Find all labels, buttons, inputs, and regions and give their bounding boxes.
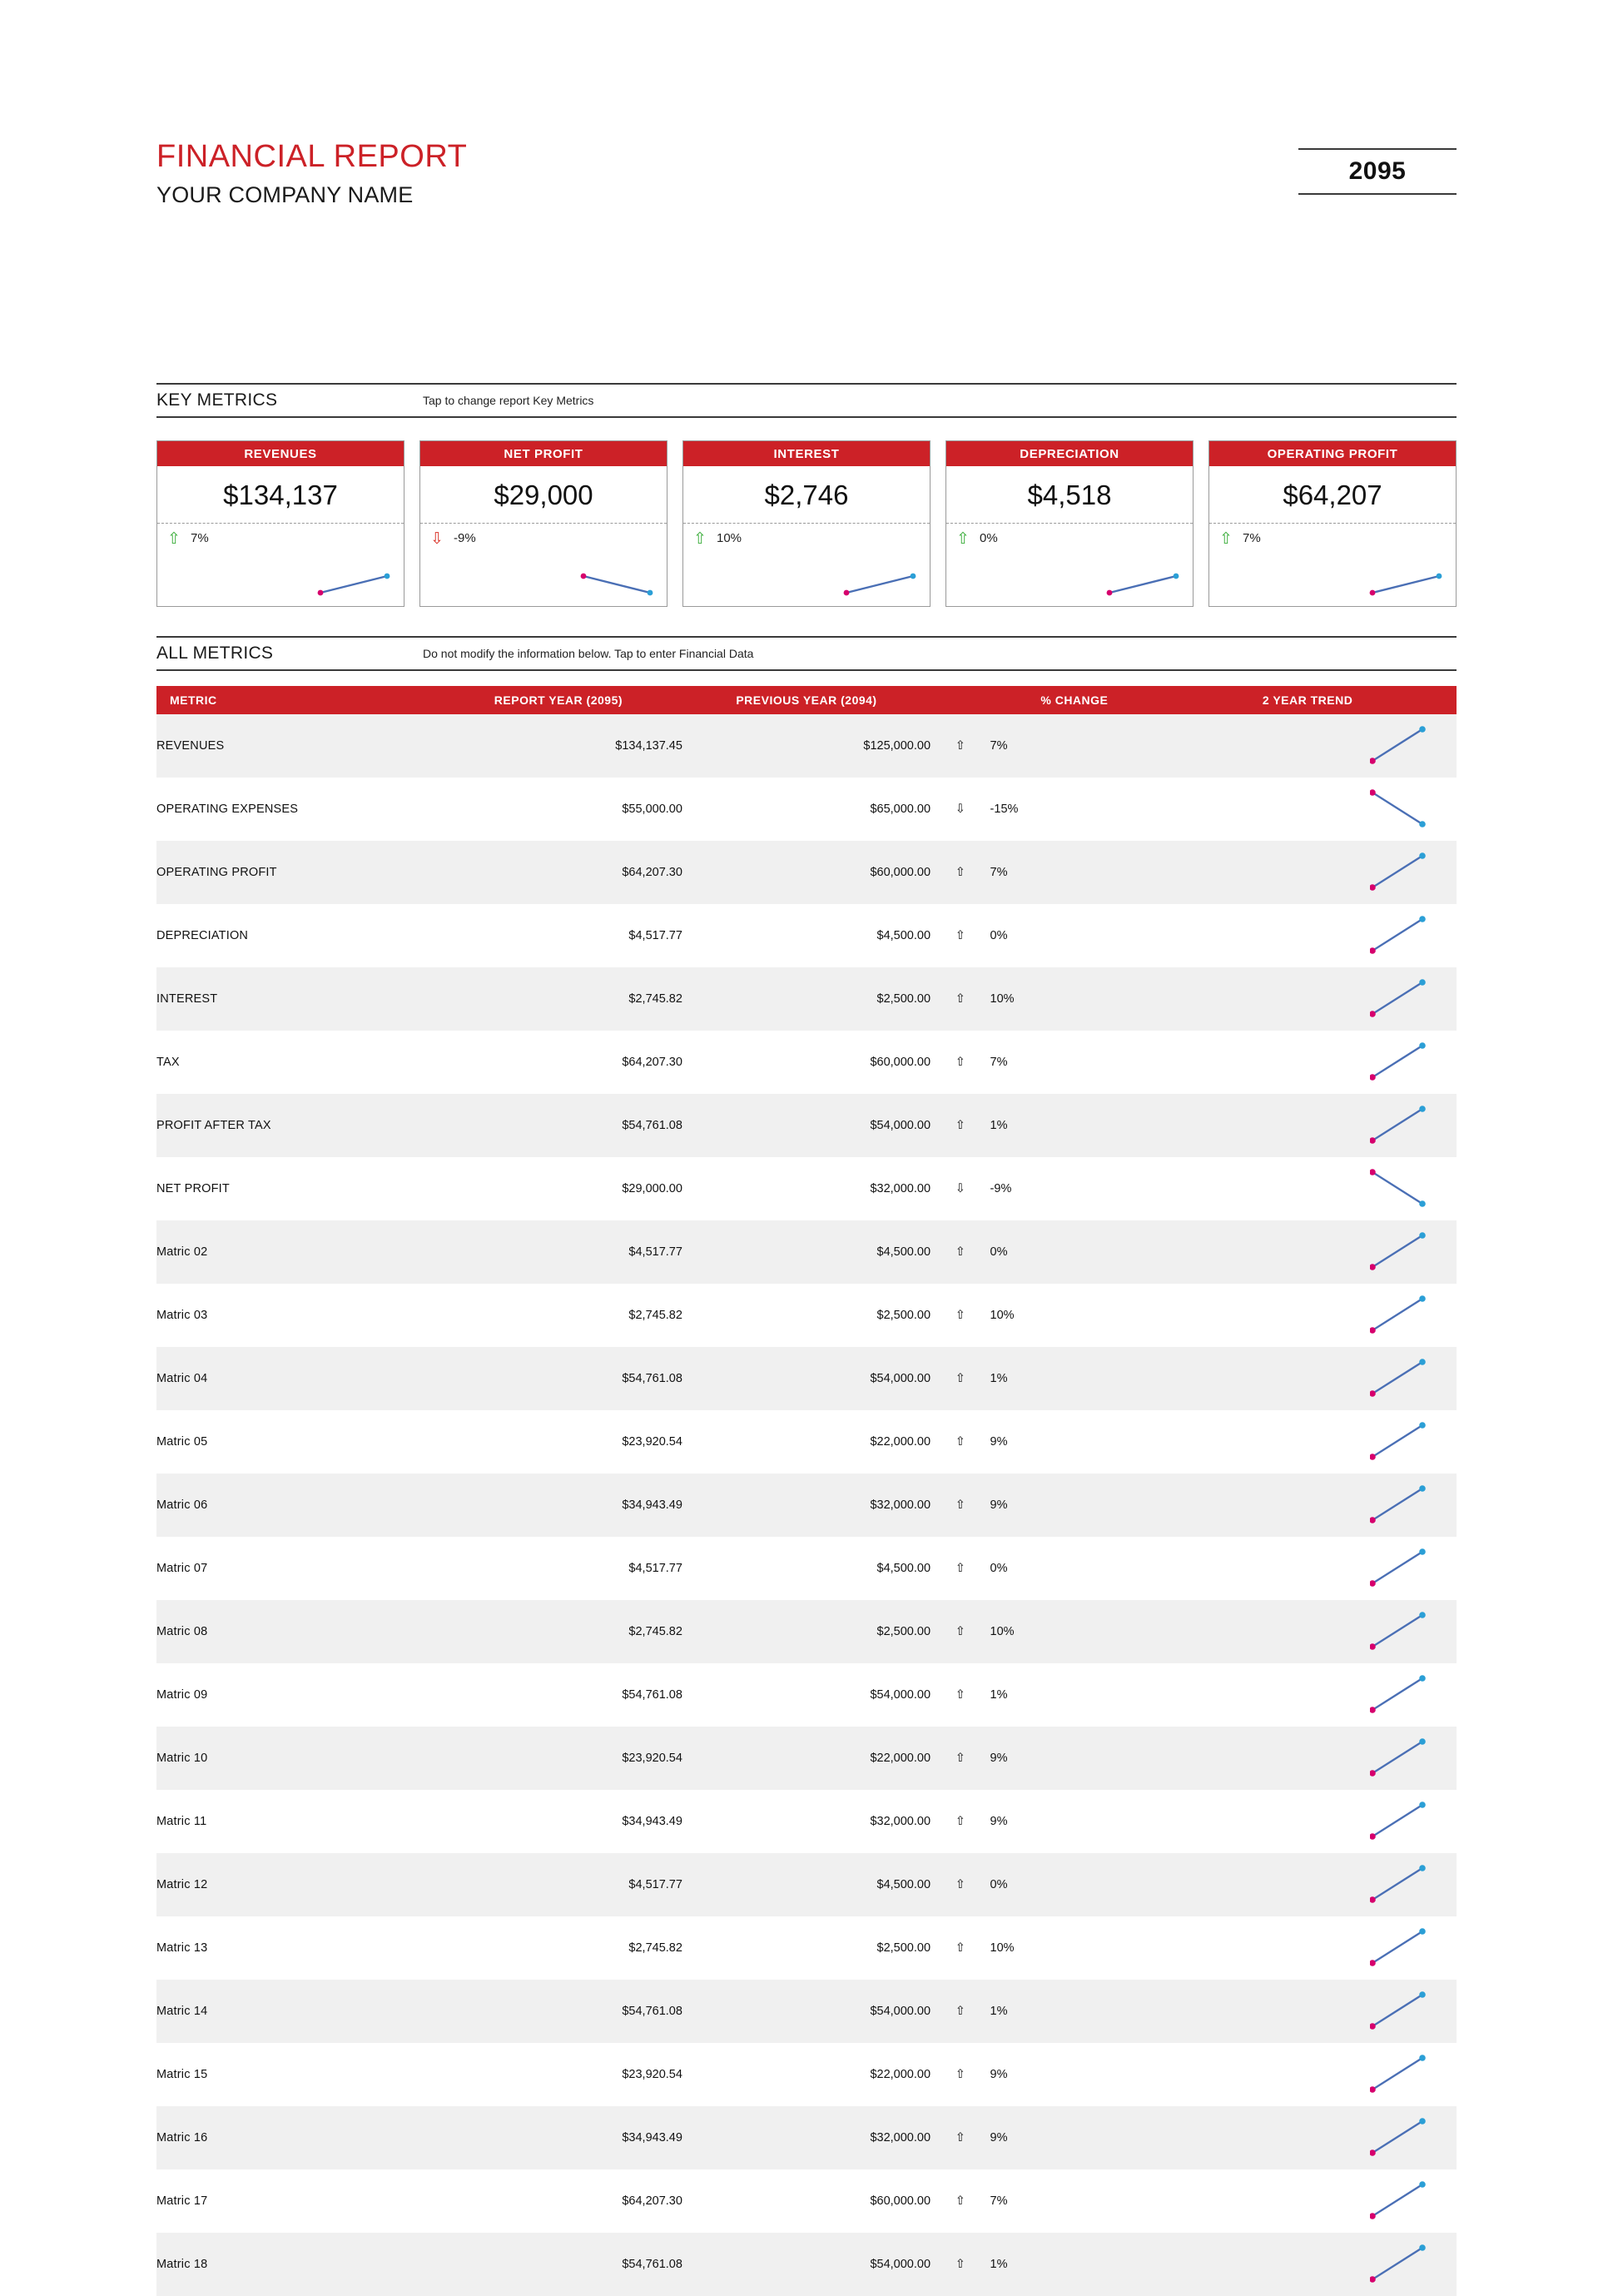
report-year-box[interactable] — [1298, 148, 1457, 195]
cell-previous-year[interactable]: $22,000.00 — [682, 1410, 931, 1474]
cell-metric-name: Matric 05 — [156, 1410, 434, 1474]
cell-report-year[interactable]: $34,943.49 — [434, 2106, 682, 2169]
cell-percent-change: 1% — [990, 1663, 1159, 1727]
cell-metric-name: NET PROFIT — [156, 1157, 434, 1220]
arrow-up-icon: ⇧ — [931, 967, 990, 1031]
cell-report-year[interactable]: $2,745.82 — [434, 1916, 682, 1980]
table-row[interactable] — [156, 1031, 1457, 1094]
cell-trend — [1159, 1031, 1457, 1094]
sparkline-icon — [1370, 1610, 1428, 1653]
cell-trend — [1159, 841, 1457, 904]
sparkline-icon — [580, 571, 657, 599]
sparkline-icon — [1370, 1800, 1428, 1843]
table-row[interactable] — [156, 904, 1457, 967]
cell-previous-year[interactable]: $60,000.00 — [682, 2169, 931, 2233]
table-row[interactable] — [156, 714, 1457, 778]
table-header-cell: 2 YEAR TREND — [1159, 686, 1457, 714]
cell-percent-change: 7% — [990, 841, 1159, 904]
kpi-footer — [1209, 524, 1456, 606]
arrow-up-icon: ⇧ — [931, 1031, 990, 1094]
sparkline-icon — [1370, 1926, 1428, 1970]
arrow-up-icon: ⇧ — [931, 1790, 990, 1853]
cell-previous-year[interactable]: $22,000.00 — [682, 1727, 931, 1790]
sparkline-icon — [1370, 724, 1428, 768]
cell-previous-year[interactable]: $4,500.00 — [682, 1220, 931, 1284]
arrow-up-icon: ⇧ — [931, 1474, 990, 1537]
cell-previous-year[interactable]: $4,500.00 — [682, 904, 931, 967]
cell-report-year[interactable]: $4,517.77 — [434, 1853, 682, 1916]
kpi-change-value: -9% — [454, 530, 476, 545]
cell-trend — [1159, 1980, 1457, 2043]
table-row[interactable] — [156, 841, 1457, 904]
sparkline-icon — [1370, 2179, 1428, 2223]
cell-report-year[interactable]: $64,207.30 — [434, 2169, 682, 2233]
cell-percent-change: 0% — [990, 904, 1159, 967]
sparkline-icon — [1370, 2243, 1428, 2286]
cell-metric-name: OPERATING PROFIT — [156, 841, 434, 904]
arrow-up-icon: ⇧ — [931, 1600, 990, 1663]
sparkline-icon — [1370, 788, 1428, 831]
cell-percent-change: 9% — [990, 2106, 1159, 2169]
sparkline-icon — [843, 571, 920, 599]
table-row[interactable] — [156, 1980, 1457, 2043]
cell-trend — [1159, 1410, 1457, 1474]
cell-previous-year[interactable]: $22,000.00 — [682, 2043, 931, 2106]
cell-metric-name: PROFIT AFTER TAX — [156, 1094, 434, 1157]
cell-trend — [1159, 1284, 1457, 1347]
kpi-value: $2,746 — [683, 466, 930, 524]
sparkline-icon — [1370, 1547, 1428, 1590]
arrow-up-icon: ⇧ — [956, 529, 970, 548]
arrow-up-icon: ⇧ — [931, 1537, 990, 1600]
kpi-sparkline — [843, 571, 920, 599]
cell-previous-year[interactable]: $54,000.00 — [682, 2233, 931, 2296]
cell-trend — [1159, 2169, 1457, 2233]
cell-report-year[interactable]: $23,920.54 — [434, 2043, 682, 2106]
cell-metric-name: Matric 08 — [156, 1600, 434, 1663]
cell-percent-change: 1% — [990, 1347, 1159, 1410]
cell-percent-change: 7% — [990, 1031, 1159, 1094]
cell-trend — [1159, 1474, 1457, 1537]
metrics-table-wrap — [156, 686, 1457, 2296]
cell-trend — [1159, 714, 1457, 778]
arrow-up-icon: ⇧ — [931, 841, 990, 904]
report-header — [0, 140, 1598, 208]
cell-metric-name: Matric 02 — [156, 1220, 434, 1284]
table-row[interactable] — [156, 1537, 1457, 1600]
cell-metric-name: Matric 13 — [156, 1916, 434, 1980]
kpi-value: $29,000 — [420, 466, 667, 524]
table-row[interactable] — [156, 1347, 1457, 1410]
table-row[interactable] — [156, 1600, 1457, 1663]
all-metrics-heading-row — [156, 636, 1457, 671]
cell-percent-change: 10% — [990, 967, 1159, 1031]
cell-trend — [1159, 1916, 1457, 1980]
arrow-down-icon: ⇩ — [430, 529, 444, 548]
cell-trend — [1159, 2106, 1457, 2169]
table-row[interactable] — [156, 2169, 1457, 2233]
table-row[interactable] — [156, 2106, 1457, 2169]
sparkline-icon — [1370, 1420, 1428, 1464]
cell-trend — [1159, 967, 1457, 1031]
cell-trend — [1159, 904, 1457, 967]
cell-percent-change: 7% — [990, 714, 1159, 778]
sparkline-icon — [1370, 977, 1428, 1021]
arrow-down-icon: ⇩ — [931, 1157, 990, 1220]
cell-metric-name: Matric 15 — [156, 2043, 434, 2106]
kpi-change-value: 0% — [980, 530, 998, 545]
table-row[interactable] — [156, 1727, 1457, 1790]
kpi-title: DEPRECIATION — [946, 441, 1193, 466]
kpi-sparkline — [1369, 571, 1446, 599]
sparkline-icon — [1370, 1863, 1428, 1906]
cell-previous-year[interactable]: $65,000.00 — [682, 778, 931, 841]
cell-previous-year[interactable]: $2,500.00 — [682, 1600, 931, 1663]
cell-percent-change: 10% — [990, 1600, 1159, 1663]
cell-metric-name: Matric 10 — [156, 1727, 434, 1790]
table-row[interactable] — [156, 1094, 1457, 1157]
cell-previous-year[interactable]: $4,500.00 — [682, 1537, 931, 1600]
cell-report-year[interactable]: $34,943.49 — [434, 1790, 682, 1853]
sparkline-icon — [1370, 1990, 1428, 2033]
arrow-up-icon: ⇧ — [931, 2043, 990, 2106]
cell-previous-year[interactable]: $32,000.00 — [682, 2106, 931, 2169]
kpi-value: $64,207 — [1209, 466, 1456, 524]
cell-metric-name: DEPRECIATION — [156, 904, 434, 967]
cell-report-year[interactable]: $34,943.49 — [434, 1474, 682, 1537]
cell-report-year[interactable]: $4,517.77 — [434, 904, 682, 967]
key-metrics-section — [156, 383, 1457, 418]
cell-metric-name: REVENUES — [156, 714, 434, 778]
cell-trend — [1159, 1157, 1457, 1220]
arrow-up-icon: ⇧ — [167, 529, 181, 548]
cell-percent-change: 0% — [990, 1853, 1159, 1916]
cell-report-year[interactable]: $55,000.00 — [434, 778, 682, 841]
table-row[interactable] — [156, 1220, 1457, 1284]
cell-report-year[interactable]: $64,207.30 — [434, 1031, 682, 1094]
kpi-change-value: 7% — [191, 530, 209, 545]
cell-metric-name: Matric 06 — [156, 1474, 434, 1537]
table-header-cell: % CHANGE — [990, 686, 1159, 714]
table-row[interactable] — [156, 1916, 1457, 1980]
cell-metric-name: OPERATING EXPENSES — [156, 778, 434, 841]
table-header-cell: METRIC — [156, 686, 434, 714]
cell-report-year[interactable]: $23,920.54 — [434, 1727, 682, 1790]
arrow-up-icon: ⇧ — [931, 1410, 990, 1474]
sparkline-icon — [1370, 2053, 1428, 2096]
arrow-up-icon: ⇧ — [931, 2106, 990, 2169]
sparkline-icon — [1369, 571, 1446, 599]
kpi-value: $4,518 — [946, 466, 1193, 524]
sparkline-icon — [1370, 1737, 1428, 1780]
kpi-card[interactable] — [945, 440, 1194, 607]
cell-metric-name: Matric 18 — [156, 2233, 434, 2296]
arrow-up-icon: ⇧ — [931, 1727, 990, 1790]
cell-metric-name: Matric 14 — [156, 1980, 434, 2043]
document-page — [0, 140, 1598, 2296]
table-row[interactable] — [156, 1474, 1457, 1537]
sparkline-icon — [1370, 1357, 1428, 1400]
kpi-card[interactable] — [682, 440, 931, 607]
sparkline-icon — [1106, 571, 1183, 599]
arrow-up-icon: ⇧ — [1219, 529, 1233, 548]
cell-trend — [1159, 1600, 1457, 1663]
report-year-value: 2095 — [1348, 157, 1407, 185]
sparkline-icon — [1370, 1483, 1428, 1527]
cell-report-year[interactable]: $23,920.54 — [434, 1410, 682, 1474]
table-header-cell — [931, 686, 990, 714]
metrics-table-header — [156, 686, 1457, 714]
cell-percent-change: 9% — [990, 1727, 1159, 1790]
cell-previous-year[interactable]: $4,500.00 — [682, 1853, 931, 1916]
cell-metric-name: Matric 03 — [156, 1284, 434, 1347]
metrics-table-body — [156, 714, 1457, 2296]
arrow-up-icon: ⇧ — [931, 1980, 990, 2043]
cell-report-year[interactable]: $64,207.30 — [434, 841, 682, 904]
cell-percent-change: 9% — [990, 1790, 1159, 1853]
sparkline-icon — [1370, 2116, 1428, 2159]
key-metrics-heading: KEY METRICS — [156, 390, 278, 410]
table-row[interactable] — [156, 1853, 1457, 1916]
cell-metric-name: INTEREST — [156, 967, 434, 1031]
cell-percent-change: 1% — [990, 1980, 1159, 2043]
arrow-up-icon: ⇧ — [931, 904, 990, 967]
title-block — [156, 140, 467, 208]
cell-report-year[interactable]: $4,517.77 — [434, 1537, 682, 1600]
key-metrics-hint: Tap to change report Key Metrics — [423, 393, 594, 407]
cell-percent-change: -9% — [990, 1157, 1159, 1220]
table-row[interactable] — [156, 1157, 1457, 1220]
cell-previous-year[interactable]: $60,000.00 — [682, 1031, 931, 1094]
all-metrics-hint: Do not modify the information below. Tap to enter Financial Data — [423, 646, 754, 660]
cell-report-year[interactable]: $2,745.82 — [434, 967, 682, 1031]
all-metrics-heading: ALL METRICS — [156, 643, 274, 663]
cell-previous-year[interactable]: $54,000.00 — [682, 1980, 931, 2043]
kpi-footer — [946, 524, 1193, 606]
cell-report-year[interactable]: $54,761.08 — [434, 1347, 682, 1410]
key-metrics-heading-row — [156, 383, 1457, 418]
kpi-title: NET PROFIT — [420, 441, 667, 466]
table-row[interactable] — [156, 1663, 1457, 1727]
cell-metric-name: TAX — [156, 1031, 434, 1094]
cell-previous-year[interactable]: $32,000.00 — [682, 1790, 931, 1853]
cell-report-year[interactable]: $134,137.45 — [434, 714, 682, 778]
arrow-up-icon: ⇧ — [931, 714, 990, 778]
sparkline-icon — [1370, 851, 1428, 894]
cell-previous-year[interactable]: $32,000.00 — [682, 1157, 931, 1220]
cell-percent-change: -15% — [990, 778, 1159, 841]
page-title: FINANCIAL REPORT — [156, 139, 468, 174]
kpi-card[interactable] — [156, 440, 404, 607]
cell-metric-name: Matric 04 — [156, 1347, 434, 1410]
arrow-up-icon: ⇧ — [693, 529, 707, 548]
table-row[interactable] — [156, 1284, 1457, 1347]
cell-previous-year[interactable]: $60,000.00 — [682, 841, 931, 904]
table-row[interactable] — [156, 2233, 1457, 2296]
company-name[interactable]: YOUR COMPANY NAME — [156, 181, 414, 207]
cell-trend — [1159, 1790, 1457, 1853]
cell-metric-name: Matric 17 — [156, 2169, 434, 2233]
cell-report-year[interactable]: $29,000.00 — [434, 1157, 682, 1220]
table-header-cell: PREVIOUS YEAR (2094) — [682, 686, 931, 714]
table-row[interactable] — [156, 1790, 1457, 1853]
cell-previous-year[interactable]: $54,000.00 — [682, 1347, 931, 1410]
cell-trend — [1159, 1727, 1457, 1790]
kpi-card-row — [156, 440, 1457, 607]
table-header-row — [156, 686, 1457, 714]
cell-percent-change: 1% — [990, 1094, 1159, 1157]
cell-report-year[interactable]: $54,761.08 — [434, 2233, 682, 2296]
kpi-footer — [683, 524, 930, 606]
sparkline-icon — [1370, 1167, 1428, 1210]
arrow-up-icon: ⇧ — [931, 1094, 990, 1157]
cell-report-year[interactable]: $2,745.82 — [434, 1284, 682, 1347]
arrow-down-icon: ⇩ — [931, 778, 990, 841]
cell-metric-name: Matric 07 — [156, 1537, 434, 1600]
cell-metric-name: Matric 09 — [156, 1663, 434, 1727]
cell-metric-name: Matric 11 — [156, 1790, 434, 1853]
kpi-value: $134,137 — [157, 466, 404, 524]
arrow-up-icon: ⇧ — [931, 1916, 990, 1980]
cell-previous-year[interactable]: $54,000.00 — [682, 1094, 931, 1157]
arrow-up-icon: ⇧ — [931, 1853, 990, 1916]
sparkline-icon — [1370, 914, 1428, 957]
cell-percent-change: 0% — [990, 1537, 1159, 1600]
cell-trend — [1159, 2233, 1457, 2296]
arrow-up-icon: ⇧ — [931, 1284, 990, 1347]
table-row[interactable] — [156, 1410, 1457, 1474]
kpi-card[interactable] — [1208, 440, 1457, 607]
cell-trend — [1159, 1094, 1457, 1157]
cell-percent-change: 9% — [990, 1410, 1159, 1474]
cell-trend — [1159, 1663, 1457, 1727]
cell-trend — [1159, 1347, 1457, 1410]
arrow-up-icon: ⇧ — [931, 2169, 990, 2233]
metrics-table — [156, 686, 1457, 2296]
cell-trend — [1159, 778, 1457, 841]
kpi-sparkline — [580, 571, 657, 599]
cell-trend — [1159, 1537, 1457, 1600]
cell-percent-change: 0% — [990, 1220, 1159, 1284]
kpi-title: OPERATING PROFIT — [1209, 441, 1456, 466]
cell-report-year[interactable]: $4,517.77 — [434, 1220, 682, 1284]
cell-percent-change: 10% — [990, 1284, 1159, 1347]
arrow-up-icon: ⇧ — [931, 2233, 990, 2296]
cell-report-year[interactable]: $54,761.08 — [434, 1980, 682, 2043]
cell-previous-year[interactable]: $2,500.00 — [682, 1284, 931, 1347]
kpi-footer — [420, 524, 667, 606]
cell-trend — [1159, 2043, 1457, 2106]
cell-percent-change: 10% — [990, 1916, 1159, 1980]
cell-previous-year[interactable]: $32,000.00 — [682, 1474, 931, 1537]
all-metrics-section — [156, 636, 1457, 671]
sparkline-icon — [317, 571, 394, 599]
sparkline-icon — [1370, 1230, 1428, 1274]
kpi-sparkline — [317, 571, 394, 599]
kpi-card[interactable] — [419, 440, 667, 607]
cell-metric-name: Matric 16 — [156, 2106, 434, 2169]
cell-previous-year[interactable]: $2,500.00 — [682, 967, 931, 1031]
table-row[interactable] — [156, 967, 1457, 1031]
cell-percent-change: 9% — [990, 2043, 1159, 2106]
cell-previous-year[interactable]: $125,000.00 — [682, 714, 931, 778]
kpi-footer — [157, 524, 404, 606]
sparkline-icon — [1370, 1673, 1428, 1717]
kpi-sparkline — [1106, 571, 1183, 599]
cell-percent-change: 7% — [990, 2169, 1159, 2233]
kpi-change-value: 10% — [717, 530, 742, 545]
kpi-change-value: 7% — [1243, 530, 1261, 545]
sparkline-icon — [1370, 1294, 1428, 1337]
arrow-up-icon: ⇧ — [931, 1220, 990, 1284]
sparkline-icon — [1370, 1104, 1428, 1147]
table-row[interactable] — [156, 2043, 1457, 2106]
cell-percent-change: 1% — [990, 2233, 1159, 2296]
arrow-up-icon: ⇧ — [931, 1663, 990, 1727]
kpi-title: INTEREST — [683, 441, 930, 466]
table-header-cell: REPORT YEAR (2095) — [434, 686, 682, 714]
cell-trend — [1159, 1220, 1457, 1284]
cell-metric-name: Matric 12 — [156, 1853, 434, 1916]
cell-trend — [1159, 1853, 1457, 1916]
table-row[interactable] — [156, 778, 1457, 841]
cell-percent-change: 9% — [990, 1474, 1159, 1537]
cell-report-year[interactable]: $2,745.82 — [434, 1600, 682, 1663]
cell-previous-year[interactable]: $2,500.00 — [682, 1916, 931, 1980]
kpi-title: REVENUES — [157, 441, 404, 466]
cell-previous-year[interactable]: $54,000.00 — [682, 1663, 931, 1727]
sparkline-icon — [1370, 1041, 1428, 1084]
arrow-up-icon: ⇧ — [931, 1347, 990, 1410]
cell-report-year[interactable]: $54,761.08 — [434, 1663, 682, 1727]
cell-report-year[interactable]: $54,761.08 — [434, 1094, 682, 1157]
